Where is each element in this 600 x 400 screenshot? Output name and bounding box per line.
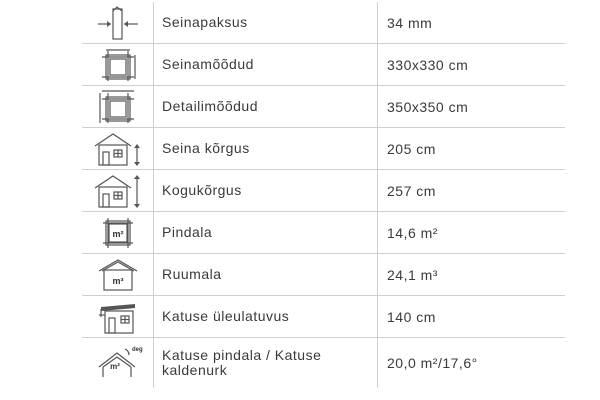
- spec-value: 257 cm: [387, 182, 436, 199]
- wall-dimensions-icon: [96, 47, 140, 83]
- spec-row-roof-area-angle: [82, 338, 565, 388]
- spec-value: 205 cm: [387, 140, 436, 157]
- wall-height-icon: [91, 131, 145, 167]
- roof-area-angle-icon: [93, 343, 143, 383]
- roof-angle-icon-text: deg: [131, 347, 143, 353]
- spec-row-floor-area: [82, 212, 565, 254]
- spec-label: Detailimõõdud: [162, 98, 258, 114]
- specifications-table: [82, 2, 565, 388]
- volume-icon-text: m³: [112, 275, 123, 286]
- spec-row-volume: [82, 254, 565, 296]
- spec-label: Katuse pindala / Katuse kaldenurk: [162, 347, 322, 378]
- spec-label: Seinapaksus: [162, 14, 248, 30]
- spec-row-detail-dimensions: [82, 86, 565, 128]
- spec-row-wall-dimensions: [82, 44, 565, 86]
- floor-area-icon-text: m²: [112, 228, 123, 239]
- spec-row-roof-overhang: [82, 296, 565, 338]
- roof-area-icon-text: m²: [109, 362, 120, 371]
- spec-label: Katuse üleulatuvus: [162, 308, 290, 324]
- spec-label: Seina kõrgus: [162, 140, 250, 156]
- spec-row-wall-height: [82, 128, 565, 170]
- spec-value: 34 mm: [387, 14, 433, 31]
- spec-value: 350x350 cm: [387, 98, 469, 115]
- spec-row-total-height: [82, 170, 565, 212]
- roof-overhang-icon: [93, 299, 143, 335]
- spec-label: Pindala: [162, 224, 213, 240]
- spec-label: Kogukõrgus: [162, 182, 242, 198]
- total-height-icon: [91, 173, 145, 209]
- floor-area-icon: [96, 215, 140, 251]
- spec-value: 330x330 cm: [387, 56, 469, 73]
- spec-value: 140 cm: [387, 308, 436, 325]
- spec-label: Ruumala: [162, 266, 222, 282]
- detail-dimensions-icon: [96, 89, 140, 125]
- spec-row-wall-thickness: [82, 2, 565, 44]
- spec-value: 14,6 m²: [387, 224, 438, 241]
- spec-label: Seinamõõdud: [162, 56, 254, 72]
- wall-thickness-icon: [96, 5, 140, 41]
- volume-icon: [96, 257, 140, 293]
- spec-value: 24,1 m³: [387, 266, 438, 283]
- spec-value: 20,0 m²/17,6°: [387, 355, 478, 371]
